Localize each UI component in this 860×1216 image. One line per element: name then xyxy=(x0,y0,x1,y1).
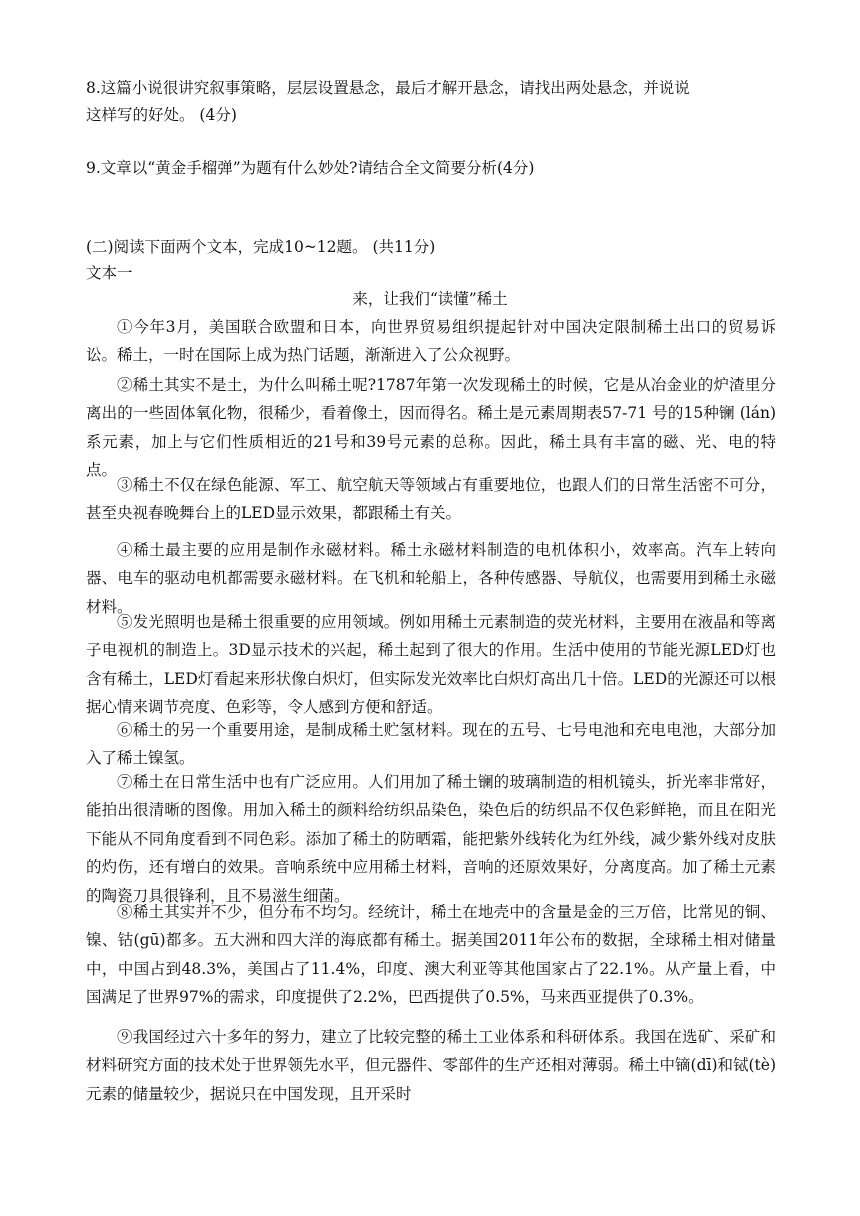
article-title: 来，让我们“读懂”稀土 xyxy=(352,290,508,308)
question-8-line-1: 8.这篇小说很讲究叙事策略，层层设置悬念，最后才解开悬念，请找出两处悬念，并说说 xyxy=(86,79,690,97)
paragraph-1: ①今年3月，美国联合欧盟和日本，向世界贸易组织提起针对中国决定限制稀土出口的贸易诉讼。稀土，一时在国际上成为热门话题，渐渐进入了公众视野。 xyxy=(86,318,776,365)
question-9: 9.文章以“黄金手榴弹”为题有什么妙处?请结合全文简要分析(4分) xyxy=(86,159,535,177)
paragraph-6: ⑥稀土的另一个重要用途，是制成稀土贮氢材料。现在的五号、七号电池和充电电池，大部分加入了稀土镍氢。 xyxy=(86,721,776,768)
paragraph-5: ⑤发光照明也是稀土很重要的应用领域。例如用稀土元素制造的荧光材料，主要用在液晶和等离子电视机的制造上。3D显示技术的兴起，稀土起到了很大的作用。生活中使用的节能光源LED灯也含有稀土，LED灯看起来形状像白炽灯，但实际发光效率比白炽灯高出几十倍。LED的光源还可以根据心情来调节亮度、色彩等，令人感到方便和舒适。 xyxy=(86,613,776,717)
paragraph-3: ③稀土不仅在绿色能源、军工、航空航天等领域占有重要地位，也跟人们的日常生活密不可分，甚至央视春晚舞台上的LED显示效果，都跟稀土有关。 xyxy=(86,476,776,523)
text-one-label: 文本一 xyxy=(86,264,133,282)
paragraph-9: ⑨我国经过六十多年的努力，建立了比较完整的稀土工业体系和科研体系。我国在选矿、采矿和材料研究方面的技术处于世界领先水平，但元器件、零部件的生产还相对薄弱。稀土中镝(dī)和铽(tè)元素的储量较少，据说只在中国发现，且开采时 xyxy=(86,1028,776,1103)
paragraph-2: ②稀土其实不是土，为什么叫稀土呢?1787年第一次发现稀土的时候，它是从冶金业的炉渣里分离出的一些固体氧化物，很稀少，看着像土，因而得名。稀土是元素周期表57-71 号的15种镧 (lán)系元素，加上与它们性质相近的21号和39号元素的总称。因此，稀土具有丰富的磁、光、电的特点。 xyxy=(86,376,776,480)
paragraph-7: ⑦稀土在日常生活中也有广泛应用。人们用加了稀土镧的玻璃制造的相机镜头，折光率非常好，能拍出很清晰的图像。用加入稀土的颜料给纺织品染色，染色后的纺织品不仅色彩鲜艳，而且在阳光下能从不同角度看到不同色彩。添加了稀土的防晒霜，能把紫外线转化为红外线，减少紫外线对皮肤的灼伤，还有增白的效果。音响系统中应用稀土材料，音响的还原效果好，分离度高。加了稀土元素的陶瓷刀具很锋利，且不易滋生细菌。 xyxy=(86,773,776,905)
section-heading: (二)阅读下面两个文本，完成10~12题。 (共11分) xyxy=(86,238,436,256)
paragraph-8: ⑧稀土其实并不少，但分布不均匀。经统计，稀土在地壳中的含量是金的三万倍，比常见的铜、镍、钴(gū)都多。五大洲和四大洋的海底都有稀土。据美国2011年公布的数据，全球稀土相对储量中，中国占到48.3%，美国占了11.4%，印度、澳大利亚等其他国家占了22.1%。从产量上看，中国满足了世界97%的需求，印度提供了2.2%，巴西提供了0.5%，马来西亚提供了0.3%。 xyxy=(86,903,776,1007)
question-8-line-2: 这样写的好处。 (4分) xyxy=(86,106,237,124)
paragraph-4: ④稀土最主要的应用是制作永磁材料。稀土永磁材料制造的电机体积小，效率高。汽车上转向器、电车的驱动电机都需要永磁材料。在飞机和轮船上，各种传感器、导航仪，也需要用到稀土永磁材料。 xyxy=(86,541,776,616)
